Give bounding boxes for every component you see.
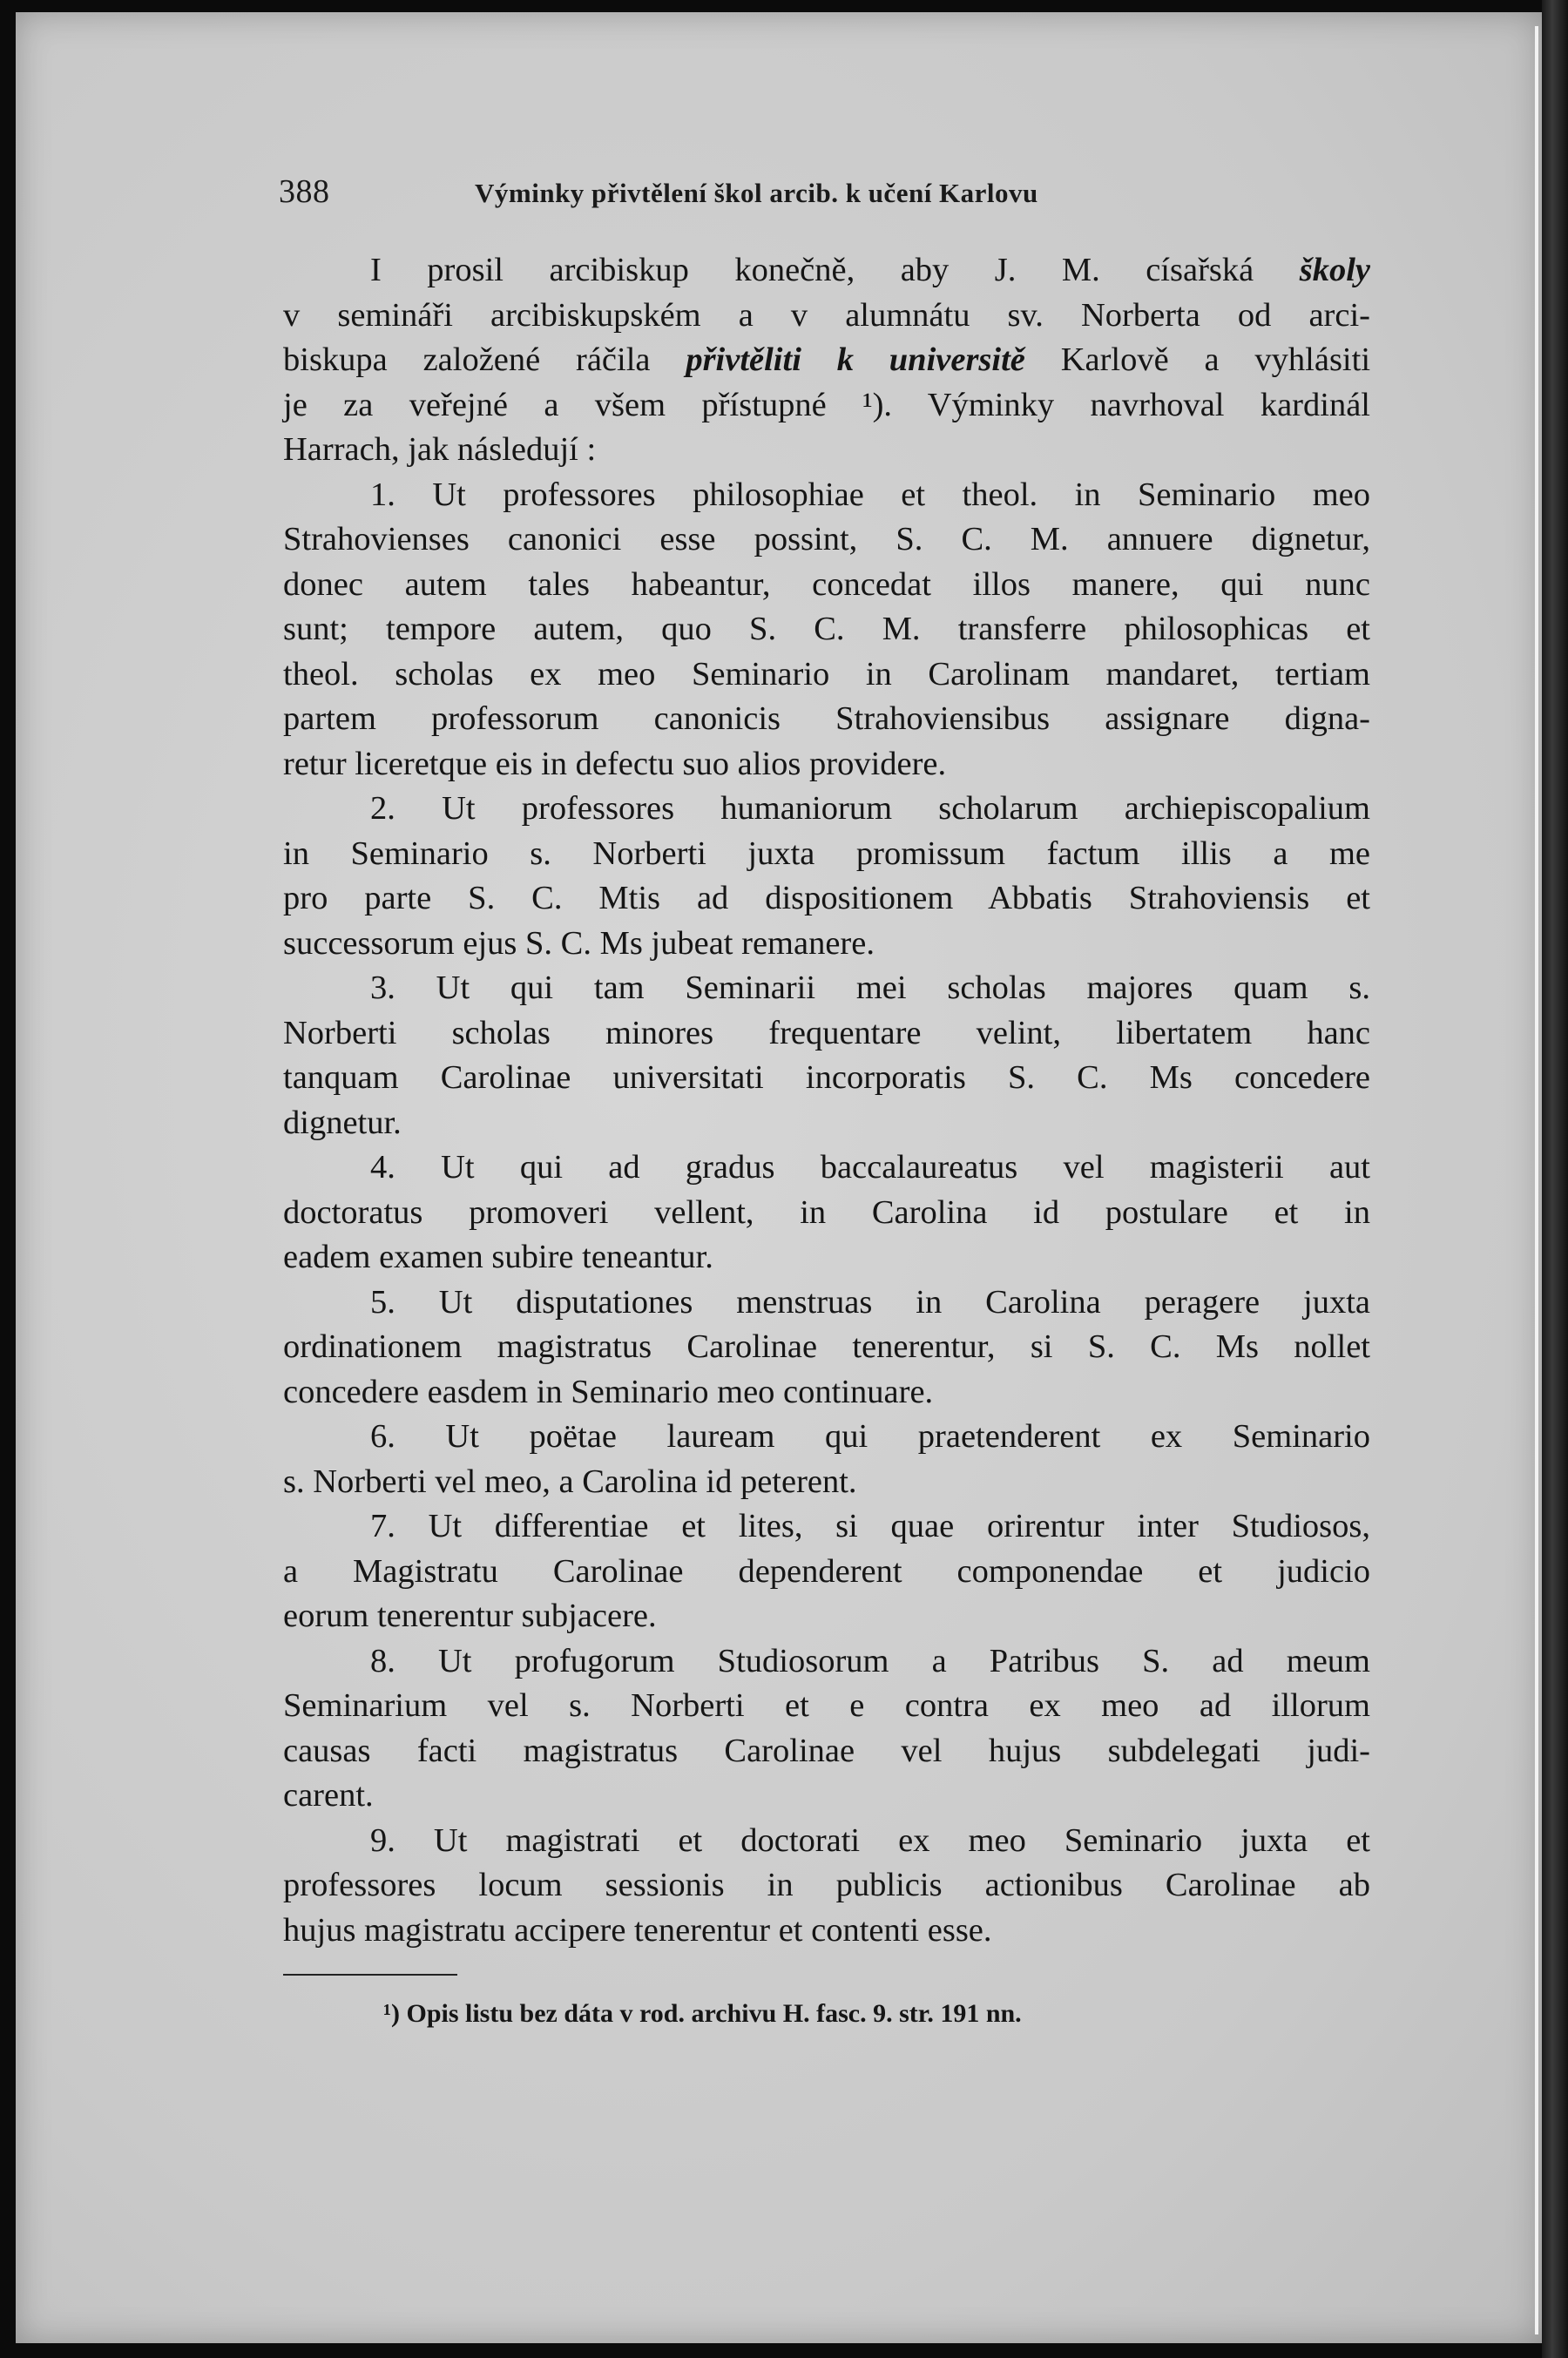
text-line: sunt; tempore autem, quo S. C. M. transferre philosophicas et bbox=[283, 611, 1370, 647]
book-spine bbox=[1542, 0, 1568, 2358]
condition-item bbox=[283, 1280, 1370, 1415]
text-line: a Magistratu Carolinae dependerent componendae et judicio bbox=[283, 1552, 1370, 1590]
condition-item bbox=[283, 966, 1370, 1145]
text-line: 4. Ut qui ad gradus baccalaureatus vel magisterii aut bbox=[370, 1149, 1370, 1186]
page-number: 388 bbox=[279, 173, 330, 210]
text-line: in Seminario s. Norberti juxta promissum factum illis a me bbox=[283, 834, 1370, 872]
text-line: tanquam Carolinae universitati incorporatis S. C. Ms concedere bbox=[283, 1059, 1370, 1096]
text-line: Seminarium vel s. Norberti et e contra ex meo ad illorum bbox=[283, 1687, 1370, 1724]
text-line: successorum ejus S. C. Ms jubeat remanere. bbox=[283, 924, 875, 962]
text-line: eadem examen subire teneantur. bbox=[283, 1239, 713, 1275]
text-line: 9. Ut magistrati et doctorati ex meo Seminario juxta et bbox=[370, 1821, 1370, 1859]
condition-item bbox=[283, 1415, 1370, 1504]
text-line: professores locum sessionis in publicis actionibus Carolinae ab bbox=[283, 1867, 1370, 1903]
text-line: s. Norberti vel meo, a Carolina id peterent. bbox=[283, 1463, 857, 1500]
text-line: hujus magistratu accipere tenerentur et contenti esse. bbox=[283, 1911, 992, 1949]
text-line: 6. Ut poëtae lauream qui praetenderent ex Seminario bbox=[370, 1418, 1370, 1455]
text-line: je za veřejné a všem přístupné ¹). Výminky navrhoval kardinál bbox=[283, 386, 1370, 423]
text-line: 1. Ut professores philosophiae et theol. in Seminario meo bbox=[370, 476, 1370, 513]
running-title: Výminky přivtělení škol arcib. k učení Karlovu bbox=[475, 178, 1038, 208]
condition-item bbox=[283, 787, 1370, 966]
text-line: partem professorum canonicis Strahoviensibus assignare digna- bbox=[283, 700, 1370, 737]
condition-item bbox=[283, 1504, 1370, 1639]
page-header bbox=[279, 172, 1411, 216]
condition-item bbox=[283, 1145, 1370, 1280]
text-line: dignetur. bbox=[283, 1104, 402, 1141]
text-line: biskupa založené ráčila přivtěliti k universitě Karlově a vyhlásiti bbox=[283, 341, 1371, 378]
text-line: concedere easdem in Seminario meo continuare. bbox=[283, 1373, 934, 1410]
page-edge bbox=[1535, 26, 1538, 2334]
condition-item bbox=[283, 1819, 1370, 1954]
condition-item bbox=[283, 473, 1370, 787]
page-body bbox=[283, 248, 1370, 1953]
text-line: v semináři arcibiskupském a v alumnátu sv. Norberta od arci- bbox=[283, 296, 1370, 334]
text-line: 7. Ut differentiae et lites, si quae orirentur inter Studiosos, bbox=[370, 1508, 1370, 1544]
emphasis: školy bbox=[1299, 252, 1370, 288]
text-line: Strahovienses canonici esse possint, S. C. M. annuere dignetur, bbox=[283, 521, 1370, 557]
text-line: carent. bbox=[283, 1777, 374, 1814]
text-line: 8. Ut profugorum Studiosorum a Patribus S. ad meum bbox=[370, 1642, 1370, 1679]
text-line: donec autem tales habeantur, concedat illos manere, qui nunc bbox=[283, 565, 1370, 603]
footnote: ¹) Opis listu bez dáta v rod. archivu H. fasc. 9. str. 191 nn. bbox=[383, 1999, 1022, 2028]
text-line: I prosil arcibiskup konečně, aby J. M. císařská školy bbox=[370, 252, 1370, 288]
text-line: doctoratus promoveri vellent, in Carolina id postulare et in bbox=[283, 1193, 1370, 1231]
footnote-rule bbox=[283, 1974, 457, 1976]
text-line: retur liceretque eis in defectu suo alios providere. bbox=[283, 745, 947, 782]
text-line: 3. Ut qui tam Seminarii mei scholas majores quam s. bbox=[370, 970, 1370, 1006]
text-line: Norberti scholas minores frequentare velint, libertatem hanc bbox=[283, 1014, 1370, 1051]
text-line: eorum tenerentur subjacere. bbox=[283, 1598, 657, 1634]
text-line: theol. scholas ex meo Seminario in Carolinam mandaret, tertiam bbox=[283, 655, 1370, 693]
text-line: 5. Ut disputationes menstruas in Carolina peragere juxta bbox=[370, 1283, 1370, 1321]
text-line: causas facti magistratus Carolinae vel hujus subdelegati judi- bbox=[283, 1732, 1370, 1769]
emphasis: přivtěliti k universitě bbox=[686, 341, 1025, 378]
intro-paragraph bbox=[283, 248, 1370, 473]
text-line: pro parte S. C. Mtis ad dispositionem Abbatis Strahoviensis et bbox=[283, 880, 1370, 916]
text-line: Harrach, jak následují : bbox=[283, 431, 597, 468]
text-line: 2. Ut professores humaniorum scholarum archiepiscopalium bbox=[370, 790, 1370, 827]
text-line: ordinationem magistratus Carolinae tenerentur, si S. C. Ms nollet bbox=[283, 1328, 1370, 1365]
condition-item bbox=[283, 1639, 1370, 1819]
conditions-list bbox=[283, 473, 1370, 1954]
